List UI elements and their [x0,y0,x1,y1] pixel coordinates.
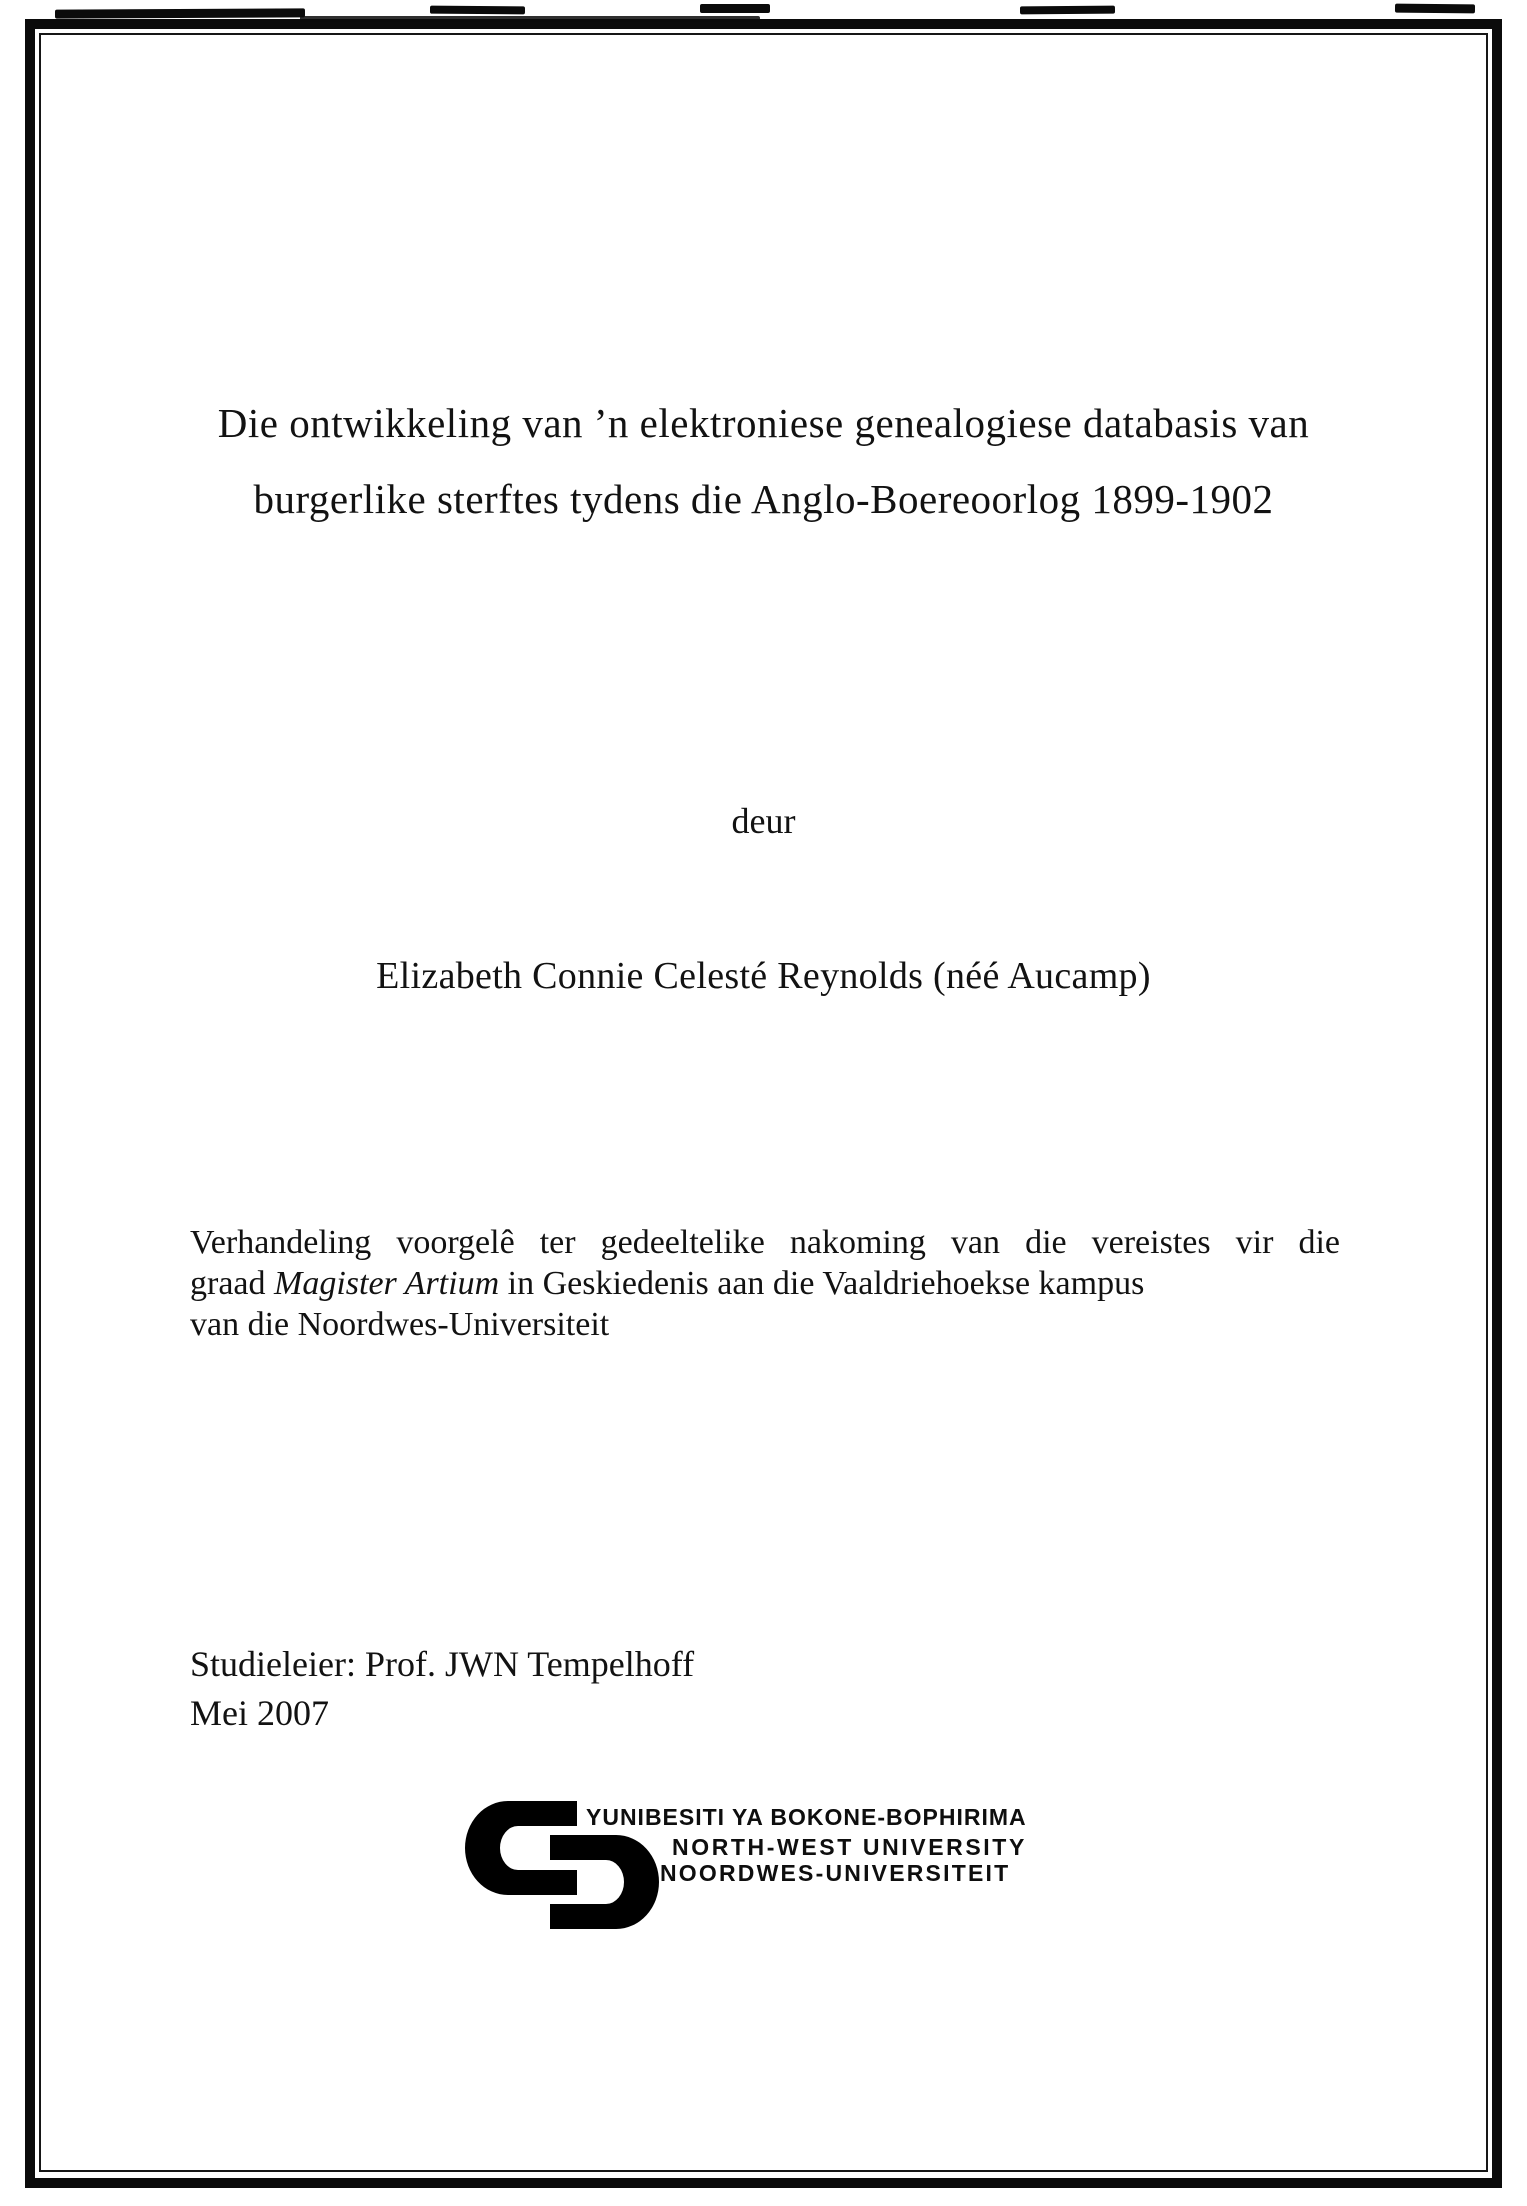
supervisor-line: Studieleier: Prof. JWN Tempelhoff [190,1644,695,1684]
university-logo [462,1796,1102,1946]
thesis-title-line-1: Die ontwikkeling van ’n elektroniese genealogiese databasis van [217,400,1310,446]
scan-artifact [55,8,305,18]
logo-text-setswana: YUNIBESITI YA BOKONE-BOPHIRIMA [586,1804,1027,1830]
scan-artifact [430,6,525,15]
declaration-line-2-post: in Geskiedenis aan die Vaaldriehoekse kampus [499,1265,1145,1302]
degree-name: Magister Artium [274,1265,500,1302]
declaration-line-1: Verhandeling voorgelê ter gedeeltelike nakoming van die vereistes vir die [190,1224,1340,1261]
scan-artifact [1020,6,1115,15]
scan-artifact [300,16,760,22]
declaration-line-2-pre: graad [190,1265,275,1302]
declaration-line-2 [190,1263,1340,1304]
thesis-title-line-2: burgerlike sterftes tydens die Anglo-Boereoorlog 1899-1902 [253,476,1274,522]
logo-text-afrikaans: NOORDWES-UNIVERSITEIT [660,1860,1011,1886]
supervisor-block [190,1640,694,1738]
degree-declaration [190,1222,1340,1345]
declaration-line-3: van die Noordwes-Universiteit [190,1306,610,1343]
scan-artifact [700,4,770,13]
byline-label: deur [731,801,796,841]
thesis-title [100,385,1427,537]
scan-artifact [1395,4,1475,14]
author-name: Elizabeth Connie Celesté Reynolds (néé Aucamp) [376,955,1151,997]
logo-text-english: NORTH-WEST UNIVERSITY [672,1834,1027,1860]
date-line: Mei 2007 [190,1693,329,1733]
